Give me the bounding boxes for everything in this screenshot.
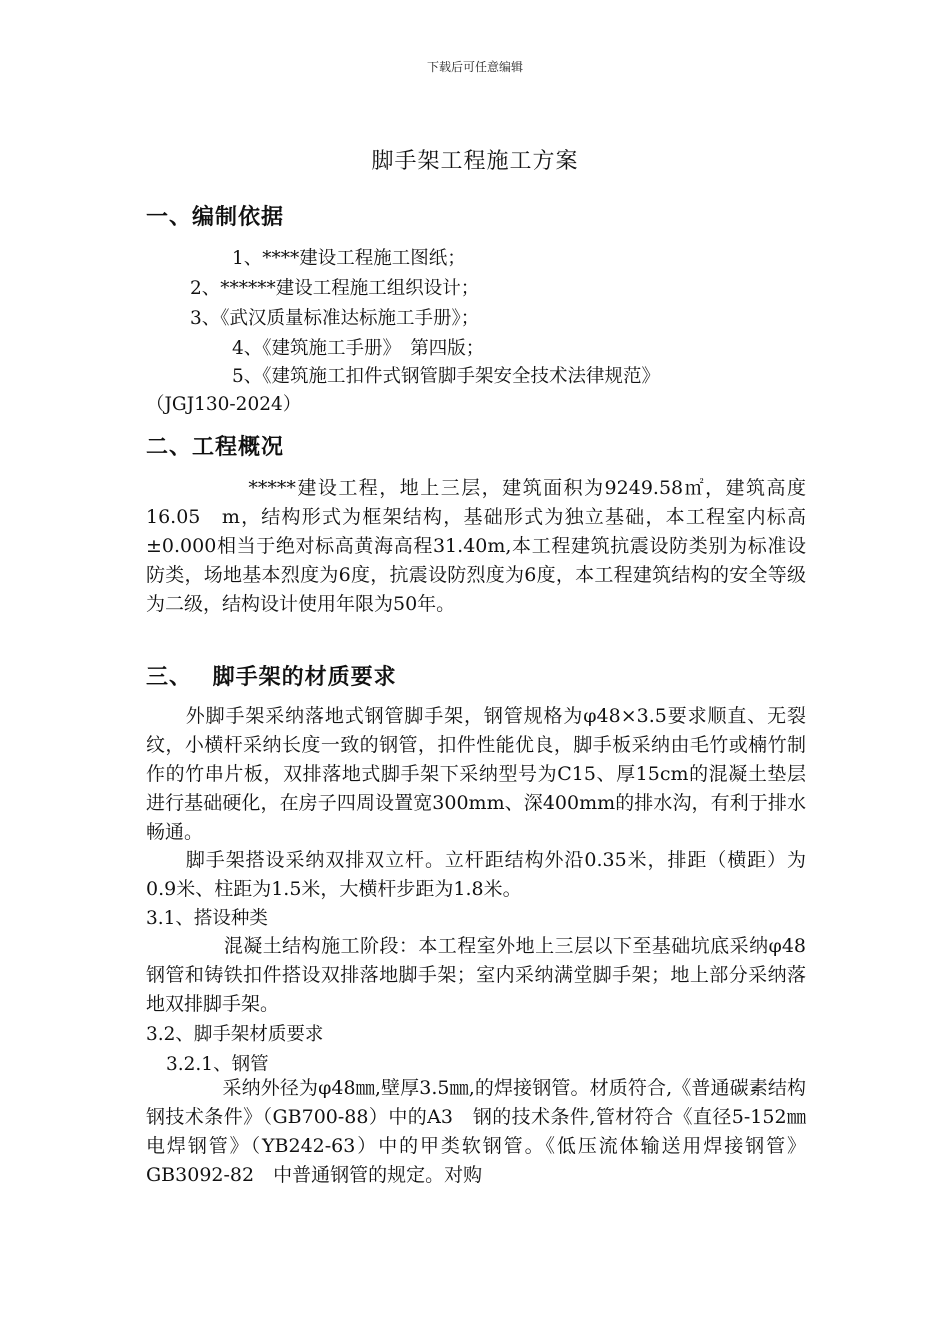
materials-paragraph-4: 采纳外径为φ48㎜,壁厚3.5㎜,的焊接钢管。材质符合,《普通碳素结构钢技术条件》（GB700-88）中的A3 钢的技术条件,管材符合《直径5-152㎜电焊钢管》（YB242-63）中的甲类软钢管。《低压流体输送用焊接钢管》GB3092-82 中普通钢管的规定。对购	[146, 1077, 806, 1186]
page-header: 下载后可任意编辑	[426, 60, 523, 74]
basis-item-4: 4、《建筑施工手册》 第四版；	[232, 338, 485, 359]
section-heading-overview: 二、工程概况	[146, 435, 285, 460]
subsection-3-2-1: 3.2.1、钢管	[166, 1054, 269, 1075]
section-heading-basis: 一、编制依据	[146, 205, 285, 230]
subsection-3-1: 3.1、搭设种类	[146, 908, 268, 929]
overview-paragraph: *****建设工程，地上三层，建筑面积为9249.58㎡，建筑高度16.05 m，结构形式为框架结构，基础形式为独立基础，本工程室内标高±0.000相当于绝对标高黄海高程31.40m,本工程建筑抗震设防类别为标准设防类，场地基本烈度为6度，抗震设防烈度为6度，本工程建筑结构的安全等级为二级，结构设计使用年限为50年。	[146, 477, 806, 615]
basis-item-3: 3、《武汉质量标准达标施工手册》；	[190, 308, 480, 329]
document-title: 脚手架工程施工方案	[371, 149, 579, 174]
basis-item-5-code: （JGJ130-2024）	[146, 394, 302, 415]
materials-paragraph-1: 外脚手架采纳落地式钢管脚手架，钢管规格为φ48×3.5要求顺直、无裂纹，小横杆采纳长度一致的钢管，扣件性能优良，脚手板采纳由毛竹或楠竹制作的竹串片板，双排落地式脚手架下采纳型号为C15、厚15cm的混凝土垫层进行基础硬化，在房子四周设置宽300mm、深400mm的排水沟，有利于排水畅通。	[146, 705, 806, 843]
subsection-3-2: 3.2、脚手架材质要求	[146, 1024, 324, 1045]
basis-item-5: 5、《建筑施工扣件式钢管脚手架安全技术法律规范》	[232, 366, 661, 387]
basis-item-2: 2、******建设工程施工组织设计；	[190, 278, 480, 299]
section-heading-materials: 三、 脚手架的材质要求	[146, 665, 397, 690]
basis-item-1: 1、****建设工程施工图纸；	[232, 248, 466, 269]
materials-paragraph-2: 脚手架搭设采纳双排双立杆。立杆距结构外沿0.35米，排距（横距）为0.9米、柱距为1.5米，大横杆步距为1.8米。	[146, 849, 806, 900]
materials-paragraph-3: 混凝土结构施工阶段：本工程室外地上三层以下至基础坑底采纳φ48钢管和铸铁扣件搭设双排落地脚手架；室内采纳满堂脚手架；地上部分采纳落地双排脚手架。	[146, 935, 806, 1015]
